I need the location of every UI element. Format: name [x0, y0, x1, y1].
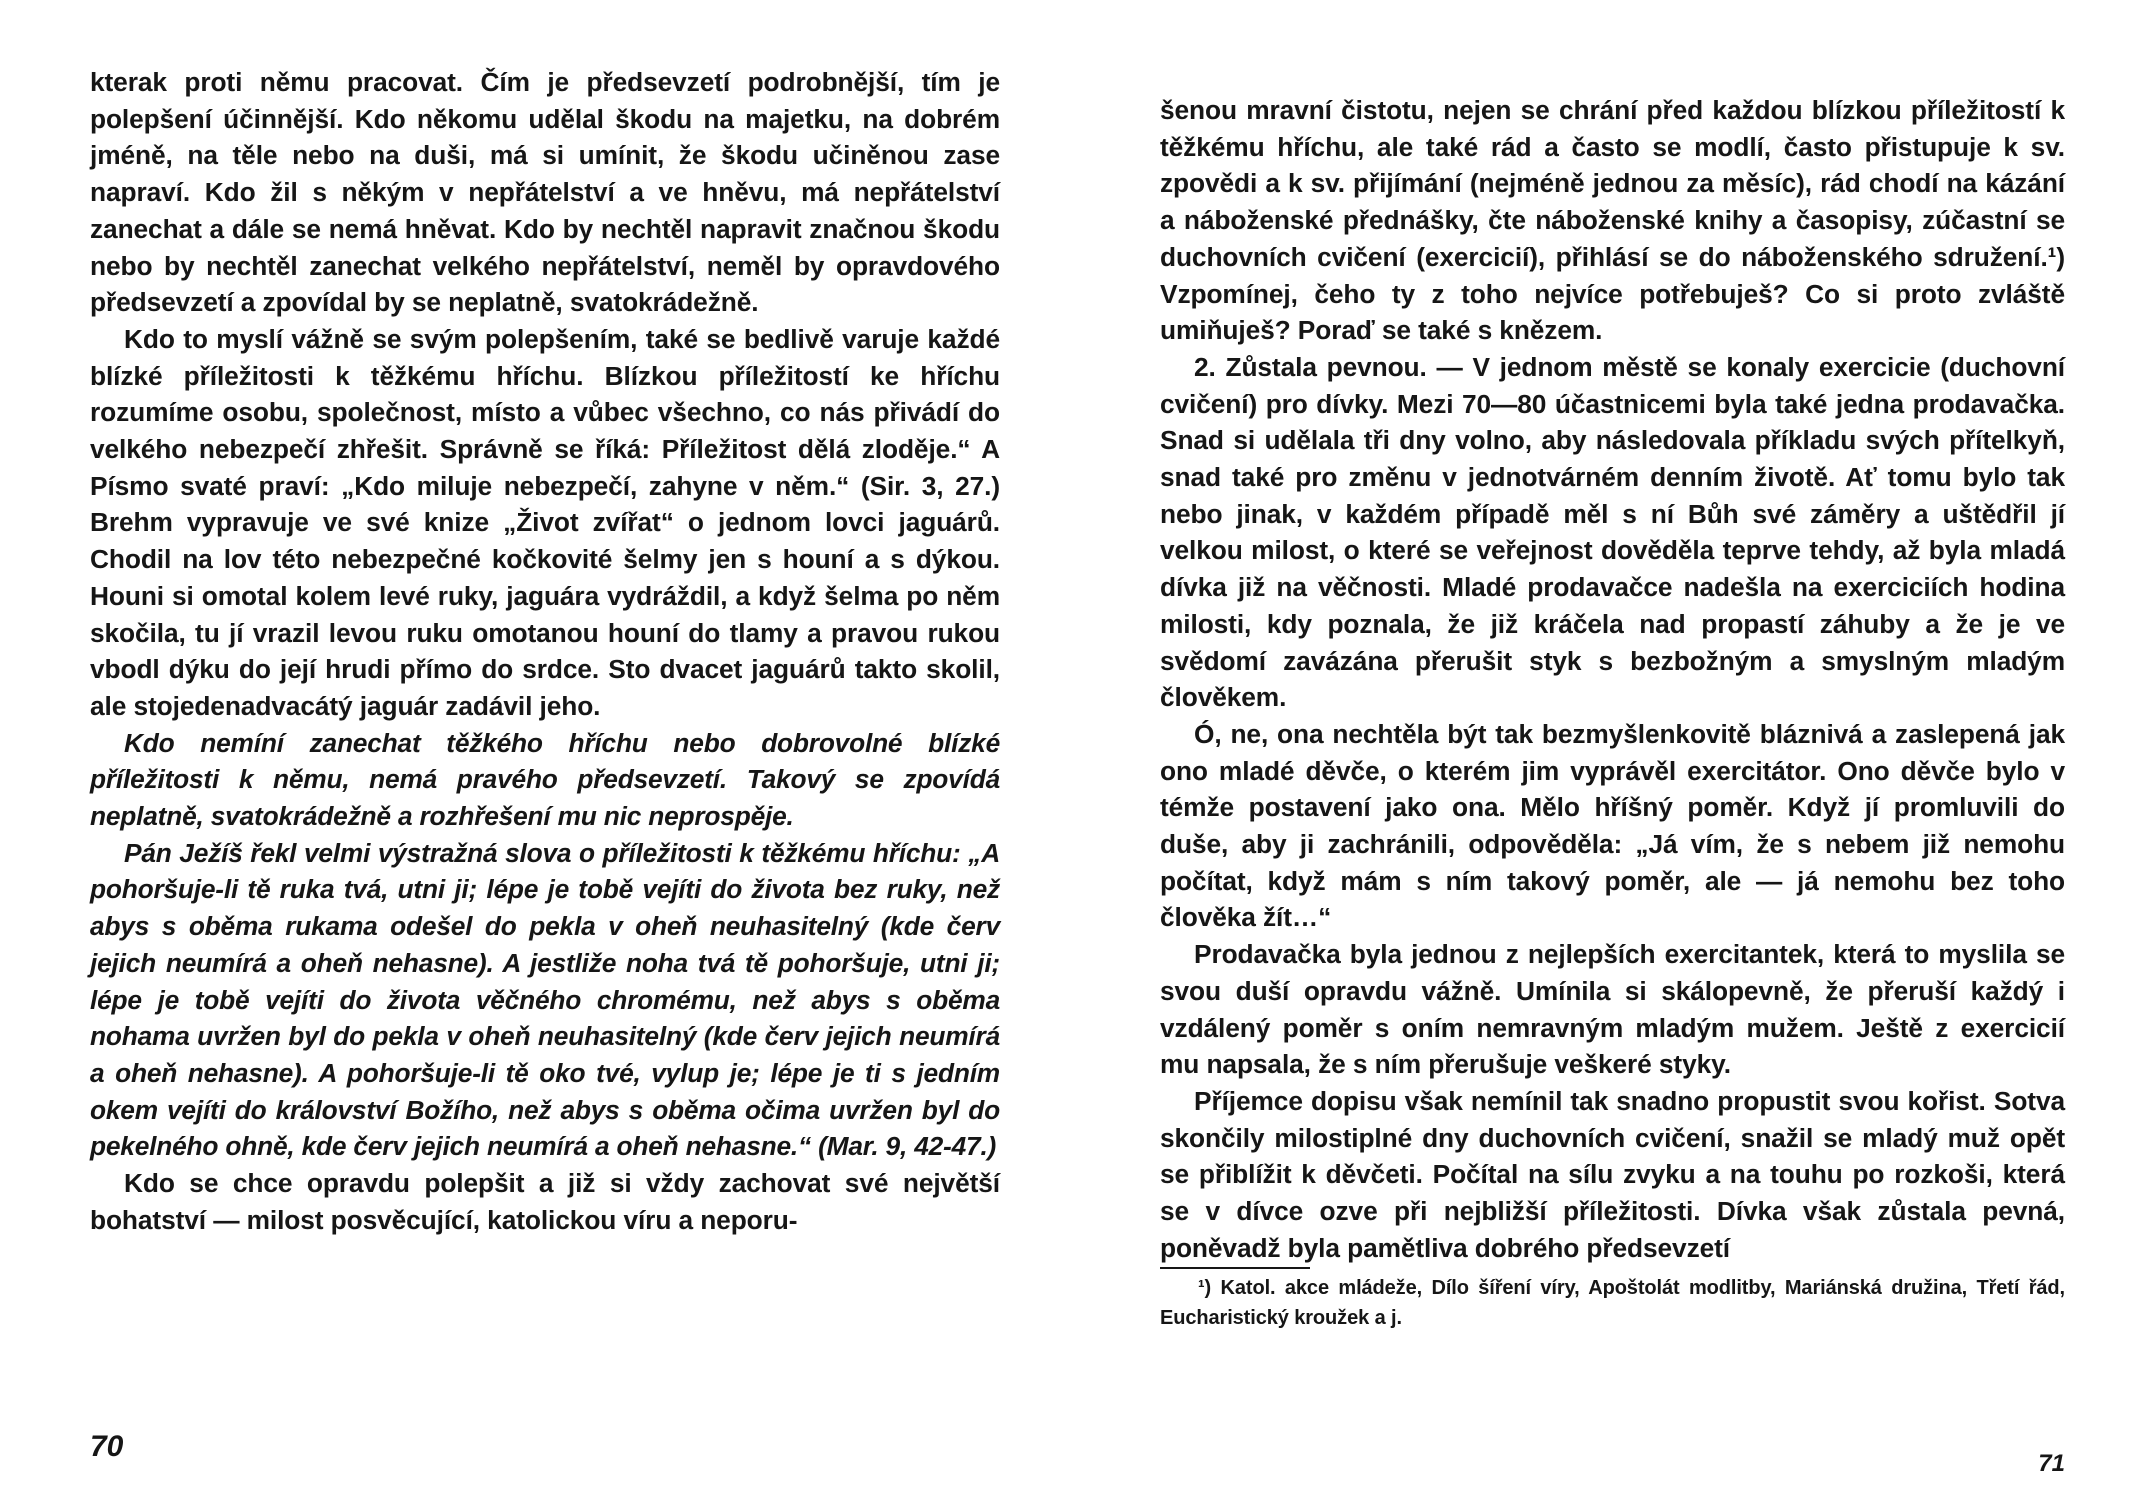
- paragraph: Kdo se chce opravdu polepšit a již si vždy zachovat své největší bohatství — milost posvěcující, katolickou víru a neporu-: [90, 1168, 1000, 1235]
- right-text-column: [1160, 92, 2065, 1333]
- italic-paragraph: Kdo nemíní zanechat těžkého hříchu nebo dobrovolné blízké příležitosti k němu, nemá pravého předsevzetí. Takový se zpovídá neplatně, svatokrádežně a rozhřešení mu nic neprospěje.: [90, 727, 1000, 832]
- paragraph: Kdo to myslí vážně se svým polepšením, také se bedlivě varuje každé blízké příležitosti k těžkému hříchu. Blízkou příležitostí ke hříchu rozumíme osobu, společnost, místo a vůbec všechno, co nás přivádí do velkého nebezpečí zhřešit. Správně se říká: Příležitost dělá zloděje.“ A Písmo svaté praví: „Kdo miluje nebezpečí, zahyne v něm.“ (Sir. 3, 27.) Brehm vypravuje ve své knize „Život zvířat“ o jednom lovci jaguárů. Chodil na lov této nebezpečné kočkovité šelmy jen s houní a s dýkou. Houni si omotal kolem levé ruky, jaguára vydráždil, a když šelma po něm skočila, tu jí vrazil levou ruku omotanou houní do tlamy a pravou rukou vbodl dýku do její hrudi přímo do srdce. Sto dvacet jaguárů takto skolil, ale stojedenadvacátý jaguár zadávil jeho.: [90, 323, 1000, 721]
- paragraph: Prodavačka byla jednou z nejlepších exercitantek, která to myslila se svou duší opravdu vážně. Umínila si skálopevně, že přeruší každý i vzdálený poměr s oním nemravným mladým mužem. Ještě z exercicií mu napsala, že s ním přerušuje veškeré styky.: [1160, 939, 2065, 1080]
- section-paragraph: [1160, 349, 2065, 716]
- footnote: ¹) Katol. akce mládeže, Dílo šíření víry, Apoštolát modlitby, Mariánská družina, Třetí řád, Eucharistický kroužek a j.: [1160, 1276, 2065, 1329]
- left-text-column: [90, 64, 1000, 1239]
- page-number-right: 71: [2038, 1450, 2065, 1477]
- section-text: V jednom městě se konaly exercicie (duchovní cvičení) pro dívky. Mezi 70—80 účastnicemi byla také jedna prodavačka. Snad si udělala tři dny volno, aby následovala příkladu svých přítelkyň, snad také pro změnu v jednotvárném denním životě. Ať tomu bylo tak nebo jinak, v každém případě měl s ní Bůh své záměry a uštědřil jí velkou milost, o které se veřejnost dověděla teprve tehdy, až byla mladá dívka již na věčnosti. Mladé prodavačce nadešla na exerciciích hodina milosti, kdy poznala, že již kráčela nad propastí záhuby a že je ve svědomí zavázána přerušit styk s bezbožným a smyslným mladým člověkem.: [1160, 351, 2065, 713]
- paragraph: kterak proti němu pracovat. Čím je předsevzetí podrobnější, tím je polepšení účinnější. Kdo někomu udělal škodu na majetku, na dobrém jméně, na těle nebo na duši, má si umínit, že škodu učiněnou zase napraví. Kdo žil s někým v nepřátelství a ve hněvu, má nepřátelství zanechat a dále se nemá hněvat. Kdo by nechtěl napravit značnou škodu nebo by nechtěl zanechat velkého nepřátelství, neměl by opravdového předsevzetí a zpovídal by se neplatně, svatokrádežně.: [90, 67, 1000, 318]
- page-number-left: 70: [90, 1430, 124, 1463]
- paragraph: Příjemce dopisu však nemínil tak snadno propustit svou kořist. Sotva skončily milostiplné dny duchovních cvičení, snažil se mladý muž opět se přiblížit k děvčeti. Počítal na sílu zvyku a na touhu po rozkoši, která se v dívce ozve při nejbližší příležitosti. Dívka však zůstala pevná, poněvadž byla pamětliva dobrého předsevzetí: [1160, 1085, 2065, 1263]
- paragraph: Ó, ne, ona nechtěla být tak bezmyšlenkovitě bláznivá a zaslepená jak ono mladé děvče, o kterém jim vyprávěl exercitátor. Ono děvče bylo v témže postavení jako ona. Mělo hříšný poměr. Když jí promluvili do duše, aby ji zachránili, odpověděla: „Já vím, že s nebem již nemohu počítat, když mám s ním takový poměr, ale — já nemohu bez toho člověka žít…“: [1160, 718, 2065, 933]
- footnote-divider: [1160, 1267, 1310, 1269]
- scripture-quote-paragraph: Pán Ježíš řekl velmi výstražná slova o příležitosti k těžkému hříchu: „A pohoršuje-li tě ruka tvá, utni ji; lépe je tobě vejíti do života bez ruky, než abys s oběma rukama odešel do pekla v oheň neuhasitelný (kde červ jejich neumírá a oheň nehasne). A jestliže noha tvá tě pohoršuje, utni ji; lépe je tobě vejíti do života věčného chromému, než abys s oběma nohama uvržen byl do pekla v oheň neuhasitelný (kde červ jejich neumírá a oheň nehasne). A pohoršuje-li tě oko tvé, vylup je; lépe je ti s jedním okem vejíti do království Božího, než abys s oběma očima uvržen byl do pekelného ohně, kde červ jejich neumírá a oheň nehasne.“ (Mar. 9, 42-47.): [90, 837, 1000, 1162]
- section-heading: 2. Zůstala pevnou. —: [1194, 351, 1463, 382]
- paragraph: šenou mravní čistotu, nejen se chrání před každou blízkou příležitostí k těžkému hříchu, ale také rád a často se modlí, často přistupuje k sv. zpovědi a k sv. přijímání (nejméně jednou za měsíc), rád chodí na kázání a náboženské přednášky, čte náboženské knihy a časopisy, zúčastní se duchovních cvičení (exercicií), přihlásí se do náboženského sdružení.¹) Vzpomínej, čeho ty z toho nejvíce potřebuješ? Co si proto zvláště umiňuješ? Poraď se také s knězem.: [1160, 95, 2065, 346]
